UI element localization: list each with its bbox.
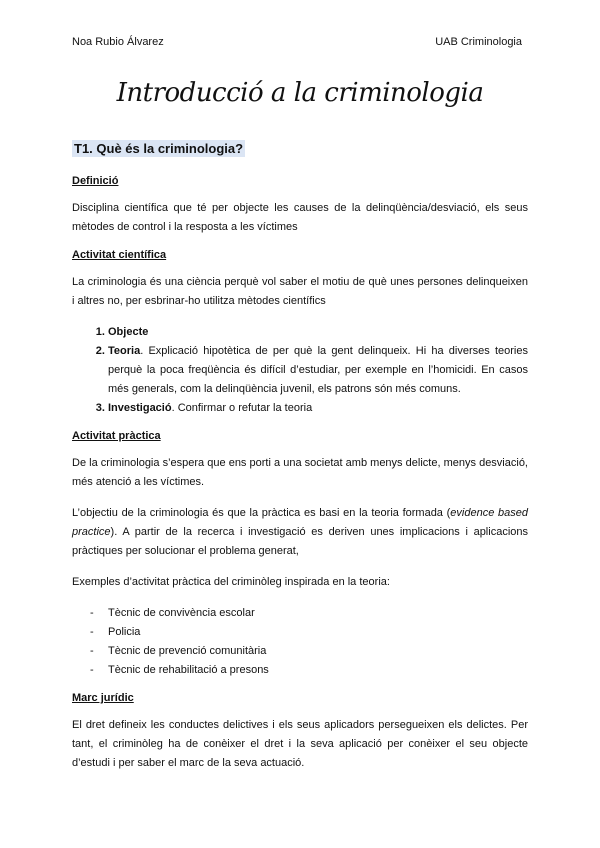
marc-juridic-text: El dret defineix les conductes delictives i els seus aplicadors persegueixen els delictes. Per tant, el criminòleg ha de conèixer el dret i la seva aplicació per conèixer el seu objecte d’estudi i per saber el marc de la seva actuació.	[72, 719, 528, 769]
p2-text-a: L’objectiu de la criminologia és que la pràctica es basi en la teoria formada (	[72, 507, 451, 519]
list-item-text: Policia	[108, 626, 141, 638]
list-item-text: . Confirmar o refutar la teoria	[171, 402, 313, 414]
list-item-text: Tècnic de prevenció comunitària	[108, 645, 267, 657]
p2-text-b: ). A partir de la recerca i investigació es deriven unes implicacions i aplicacions pràctiques per solucionar el problema generat,	[72, 526, 528, 557]
header-course: UAB Criminologia	[435, 36, 522, 48]
definicio-text: Disciplina científica que té per objecte les causes de la delinqüència/desviació, els seus mètodes de control i la resposta a les víctimes	[72, 202, 528, 233]
list-item-term: Objecte	[108, 326, 149, 338]
p2-italic-term: evidence based practice	[72, 507, 528, 538]
activitat-cientifica-text: La criminologia és una ciència perquè vol saber el motiu de què unes persones delinqueixen i altres no, per esbrinar-ho utilitza mètodes científics	[72, 276, 528, 307]
list-item-term: Teoria	[108, 345, 141, 357]
list-item-text: Tècnic de convivència escolar	[108, 607, 255, 619]
activitat-practica-p2	[72, 504, 528, 561]
section-title: T1. Què és la criminologia?	[74, 141, 244, 156]
heading-activitat-practica: Activitat pràctica	[72, 430, 161, 442]
list-item	[90, 642, 528, 661]
dash-bullet-icon: -	[90, 607, 94, 619]
list-item	[90, 661, 528, 680]
dash-bullet-icon: -	[90, 626, 94, 638]
heading-marc-juridic: Marc jurídic	[72, 692, 134, 704]
numbered-list	[72, 323, 528, 418]
dash-bullet-icon: -	[90, 664, 94, 676]
list-item-text: Tècnic de rehabilitació a presons	[108, 664, 269, 676]
heading-activitat-cientifica: Activitat científica	[72, 249, 167, 261]
document-title: Introducció a la criminologia	[116, 78, 484, 108]
list-item	[90, 623, 528, 642]
activitat-practica-p3: Exemples d’activitat pràctica del criminòleg inspirada en la teoria:	[72, 576, 390, 588]
activitat-practica-p1: De la criminologia s’espera que ens porti a una societat amb menys delicte, menys desviació, més atenció a les víctimes.	[72, 457, 528, 488]
list-item	[90, 604, 528, 623]
list-item	[108, 342, 528, 399]
dash-list	[72, 604, 528, 680]
list-item	[108, 323, 528, 342]
heading-definicio: Definició	[72, 175, 119, 187]
dash-bullet-icon: -	[90, 645, 94, 657]
list-item	[108, 399, 528, 418]
list-item-term: Investigació	[108, 402, 172, 414]
document-body	[72, 140, 528, 785]
list-item-text: . Explicació hipotètica de per què la gent delinqueix. Hi ha diverses teories perquè la poca freqüència és difícil d’estudiar, per exemple en l’homicidi. En casos més generals, com la delinqüència juvenil, els patrons són més comuns.	[108, 345, 528, 395]
header-author: Noa Rubio Álvarez	[72, 36, 164, 48]
